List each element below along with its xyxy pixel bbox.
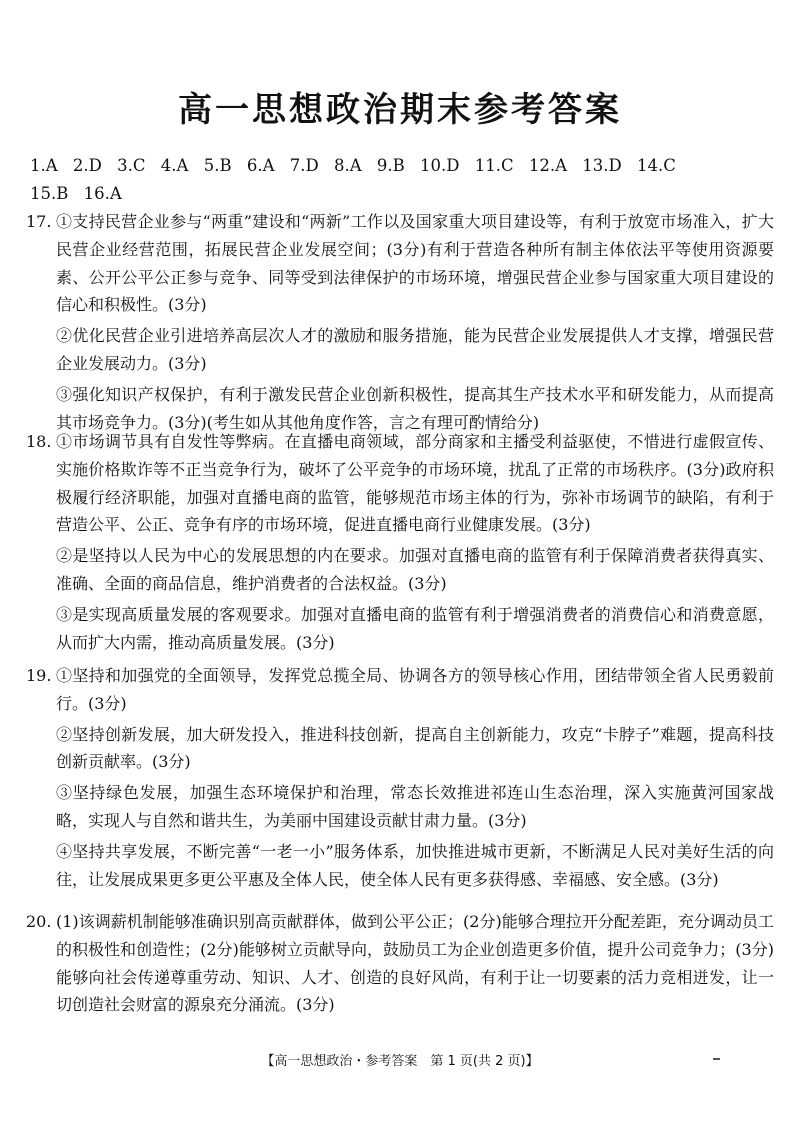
- page-footer: 【高一思想政治・参考答案 第 1 页(共 2 页)】: [261, 1054, 539, 1069]
- answer-paragraph: ①市场调节具有自发性等弊病。在直播电商领域，部分商家和主播受利益驱使，不惜进行虚假宣传、实施价格欺诈等不正当竞争行为，破坏了公平竞争的市场环境，扰乱了正常的市场秩序。(3分)政府积极履行经济职能，加强对直播电商的监管，能够规范市场主体的行为，弥补市场调节的缺陷，有利于营造公平、公正、竞争有序的市场环境，促进直播电商行业健康发展。(3分): [56, 432, 774, 535]
- choice-answer: 1.A: [30, 156, 58, 175]
- page-mark: [713, 1058, 720, 1060]
- choice-answer: 7.D: [289, 156, 319, 175]
- answer-paragraph: ②是坚持以人民为中心的发展思想的内在要求。加强对直播电商的监管有利于保障消费者获得真实、准确、全面的商品信息，维护消费者的合法权益。(3分): [56, 546, 774, 593]
- question-number: 17.: [26, 212, 52, 231]
- question-19-answer: [26, 662, 774, 896]
- choice-answer: 14.C: [637, 156, 676, 175]
- question-number: 18.: [26, 432, 52, 451]
- answer-paragraph: ①支持民营企业参与“两重”建设和“两新”工作以及国家重大项目建设等，有利于放宽市场准入，扩大民营企业经营范围，拓展民营企业发展空间；(3分)有利于营造各种所有制主体依法平等使用资源要素、公开公平公正参与竞争、同等受到法律保护的市场环境，增强民营企业参与国家重大项目建设的信心和积极性。(3分): [56, 212, 774, 315]
- choice-answer: 4.A: [160, 156, 189, 175]
- choice-answer: 10.D: [420, 156, 460, 175]
- choice-answer: 8.A: [333, 156, 362, 175]
- answer-paragraph: ③强化知识产权保护，有利于激发民营企业创新积极性，提高其生产技术水平和研发能力，从而提高其市场竞争力。(3分)(考生如从其他角度作答，言之有理可酌情给分): [56, 384, 774, 432]
- answer-paragraph: ③坚持绿色发展，加强生态环境保护和治理，常态长效推进祁连山生态治理，深入实施黄河国家战略，实现人与自然和谐共生，为美丽中国建设贡献甘肃力量。(3分): [56, 783, 774, 830]
- multiple-choice-answers: [30, 152, 770, 208]
- choice-answer: 13.D: [582, 156, 622, 175]
- page-title: 高一思想政治期末参考答案: [178, 90, 622, 130]
- answer-paragraph: (1)该调薪机制能够准确识别高贡献群体，做到公平公正；(2分)能够合理拉开分配差距，充分调动员工的积极性和创造性；(2分)能够树立贡献导向，鼓励员工为企业创造更多价值，提升公司竞争力；(3分)能够向社会传递尊重劳动、知识、人才、创造的良好风尚，有利于让一切要素的活力竞相迸发，让一切创造社会财富的源泉充分涌流。(3分): [56, 912, 774, 1015]
- choice-answer: 9.B: [376, 156, 405, 175]
- answer-paragraph: ④坚持共享发展，不断完善“一老一小”服务体系，加快推进城市更新，不断满足人民对美好生活的向往，让发展成果更多更公平惠及全体人民，使全体人民有更多获得感、幸福感、安全感。(3分): [56, 841, 774, 889]
- question-number: 20.: [26, 912, 52, 931]
- choice-answer: 12.A: [528, 156, 568, 175]
- choice-answer: 2.D: [72, 156, 102, 175]
- answer-paragraph: ②坚持创新发展，加大研发投入，推进科技创新，提高自主创新能力，攻克“卡脖子”难题，提高科技创新贡献率。(3分): [56, 724, 774, 772]
- choice-answer: 5.B: [203, 156, 232, 175]
- answer-paragraph: ③是实现高质量发展的客观要求。加强对直播电商的监管有利于增强消费者的消费信心和消费意愿，从而扩大内需，推动高质量发展。(3分): [56, 604, 774, 652]
- question-18-answer: [26, 428, 774, 659]
- answer-paragraph: ②优化民营企业引进培养高层次人才的激励和服务措施，能为民营企业发展提供人才支撑，增强民营企业发展动力。(3分): [56, 326, 774, 373]
- choice-answer: 11.C: [474, 156, 514, 175]
- question-17-answer: [26, 208, 774, 439]
- question-20-answer: [26, 908, 774, 1022]
- question-number: 19.: [26, 666, 52, 685]
- choice-answer: 16.A: [83, 184, 122, 203]
- answer-paragraph: ①坚持和加强党的全面领导，发挥党总揽全局、协调各方的领导核心作用，团结带领全省人民勇毅前行。(3分): [56, 666, 774, 713]
- choice-answer: 3.C: [117, 156, 146, 175]
- choice-answer: 6.A: [246, 156, 275, 175]
- choice-answer: 15.B: [30, 184, 69, 203]
